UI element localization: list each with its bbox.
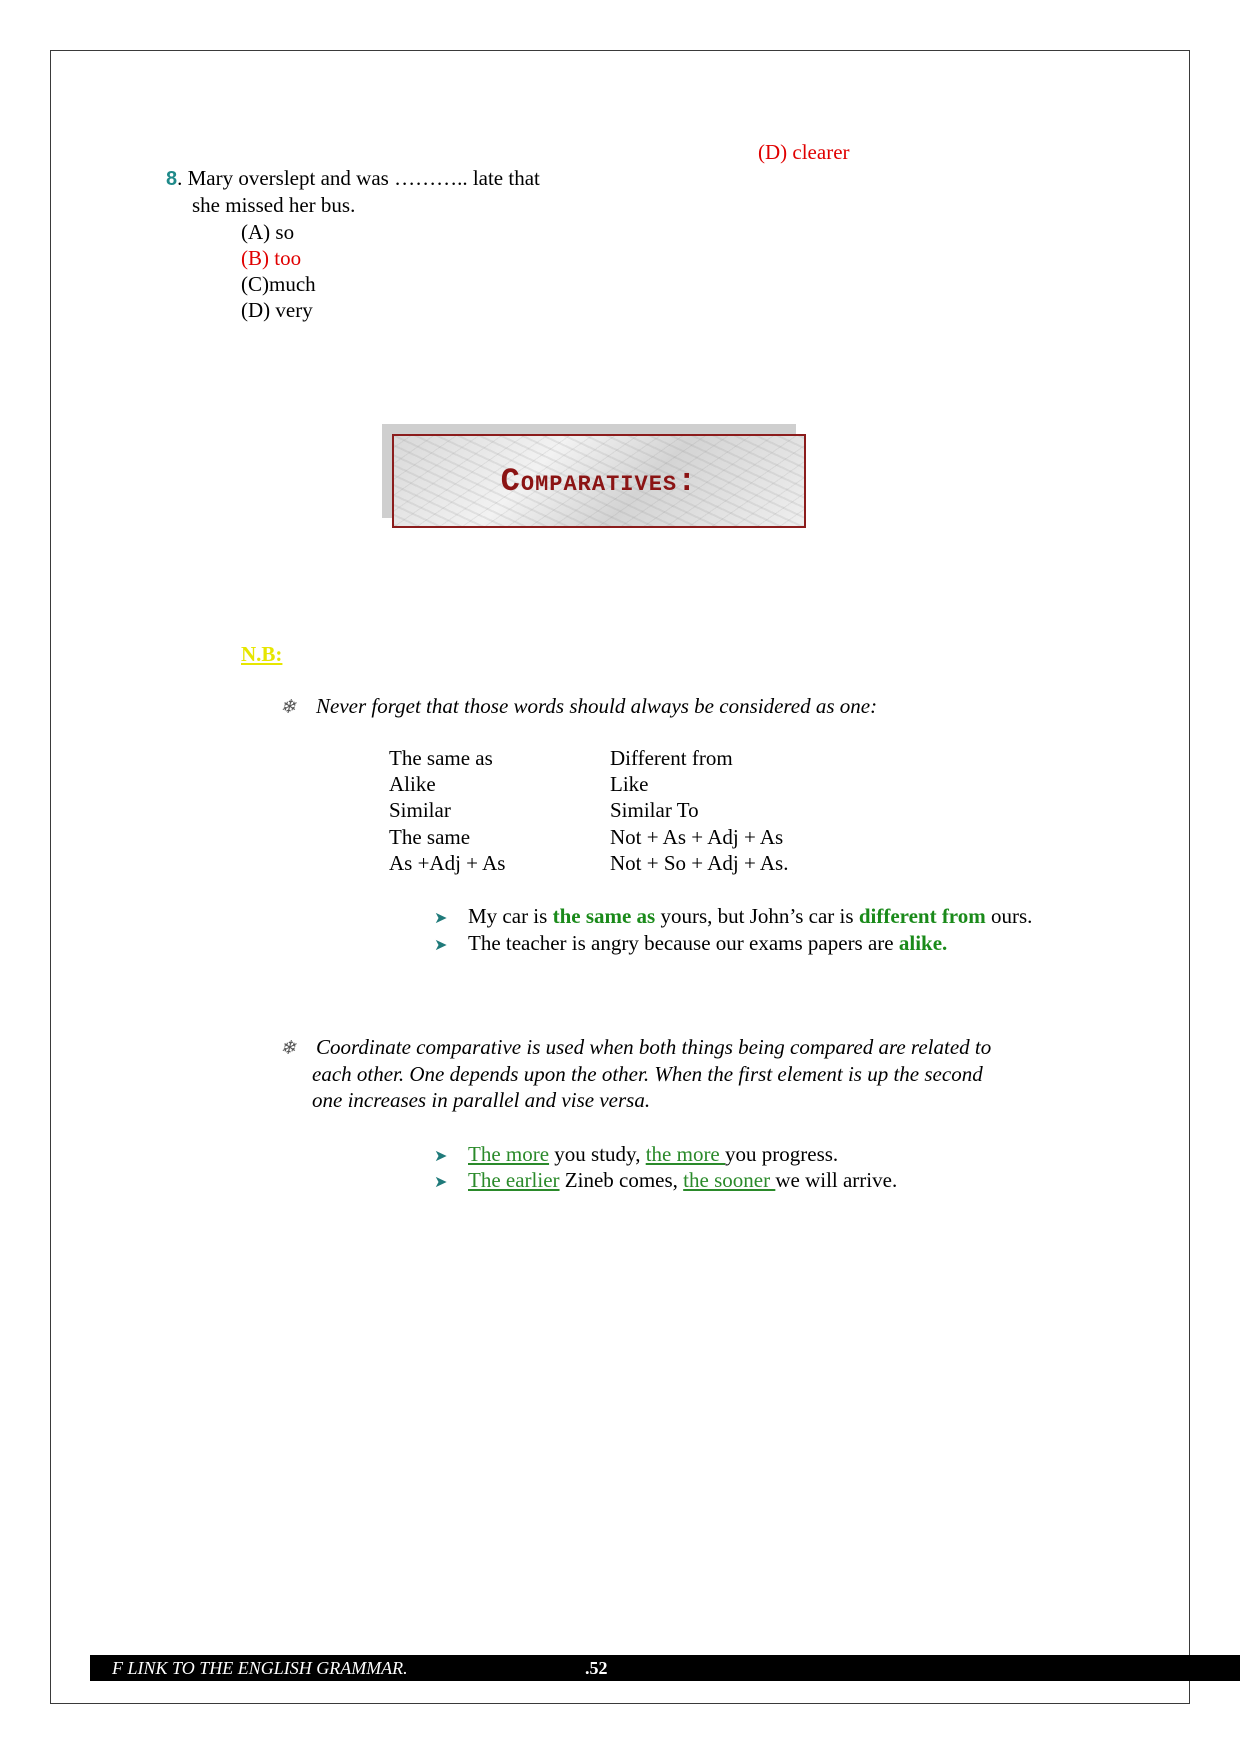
- arrow-bullet-icon: ➤: [434, 1174, 448, 1191]
- option-d: (D) very: [241, 298, 313, 322]
- pair-left: The same as: [389, 746, 493, 770]
- pair-left: Similar: [389, 798, 451, 822]
- footer-title: F LINK TO THE ENGLISH GRAMMAR.: [112, 1658, 408, 1678]
- pair-left: The same: [389, 825, 471, 849]
- highlight-different-from: different from: [858, 904, 986, 928]
- arrow-bullet-icon: ➤: [434, 910, 448, 927]
- example-3: ➤ The more you study, the more you progress.: [434, 1141, 838, 1170]
- question-number: 8: [166, 168, 178, 190]
- snowflake-bullet-icon: ❄: [280, 697, 296, 718]
- option-b-correct: (B) too: [241, 246, 302, 270]
- page-number: .52: [585, 1658, 608, 1678]
- question-text-line2: she missed her bus.: [192, 193, 356, 217]
- snowflake-bullet-icon: ❄: [280, 1038, 296, 1059]
- example-2: ➤ The teacher is angry because our exams papers are alike.: [434, 930, 947, 959]
- example-1: ➤ My car is the same as yours, but John’s car is different from ours.: [434, 903, 1032, 932]
- note-2-line1: ❄ Coordinate comparative is used when both things being compared are related to: [280, 1034, 991, 1062]
- question-8: [166, 165, 540, 192]
- note-1-text: Never forget that those words should always be considered as one:: [316, 694, 878, 718]
- page-border: [50, 50, 1190, 1704]
- footer-bar: [90, 1655, 1240, 1681]
- pair-right: Different from: [610, 746, 733, 770]
- highlight-same-as: the same as: [552, 904, 656, 928]
- note-1: [280, 693, 877, 721]
- pair-right: Not + As + Adj + As: [610, 825, 784, 849]
- option-a: (A) so: [241, 220, 295, 244]
- question-text-line1: . Mary overslept and was ……….. late that: [177, 166, 540, 190]
- pair-right: Like: [610, 772, 649, 796]
- pair-left: Alike: [389, 772, 436, 796]
- highlight-alike: alike.: [898, 931, 948, 955]
- arrow-bullet-icon: ➤: [434, 1148, 448, 1165]
- previous-option-d: (D) clearer: [758, 140, 850, 164]
- nb-label: N.B:: [241, 642, 283, 666]
- pair-right: Not + So + Adj + As.: [610, 851, 789, 875]
- note-2-line2: each other. One depends upon the other. When the first element is up the second: [312, 1062, 983, 1086]
- option-c: (C)much: [241, 272, 316, 296]
- section-title: Comparatives:: [500, 462, 698, 500]
- note-2-line3: one increases in parallel and vise versa.: [312, 1088, 651, 1112]
- arrow-bullet-icon: ➤: [434, 937, 448, 954]
- section-title-box: [392, 434, 806, 528]
- pair-left: As +Adj + As: [389, 851, 506, 875]
- example-4: ➤ The earlier Zineb comes, the sooner we will arrive.: [434, 1167, 897, 1196]
- pair-right: Similar To: [610, 798, 699, 822]
